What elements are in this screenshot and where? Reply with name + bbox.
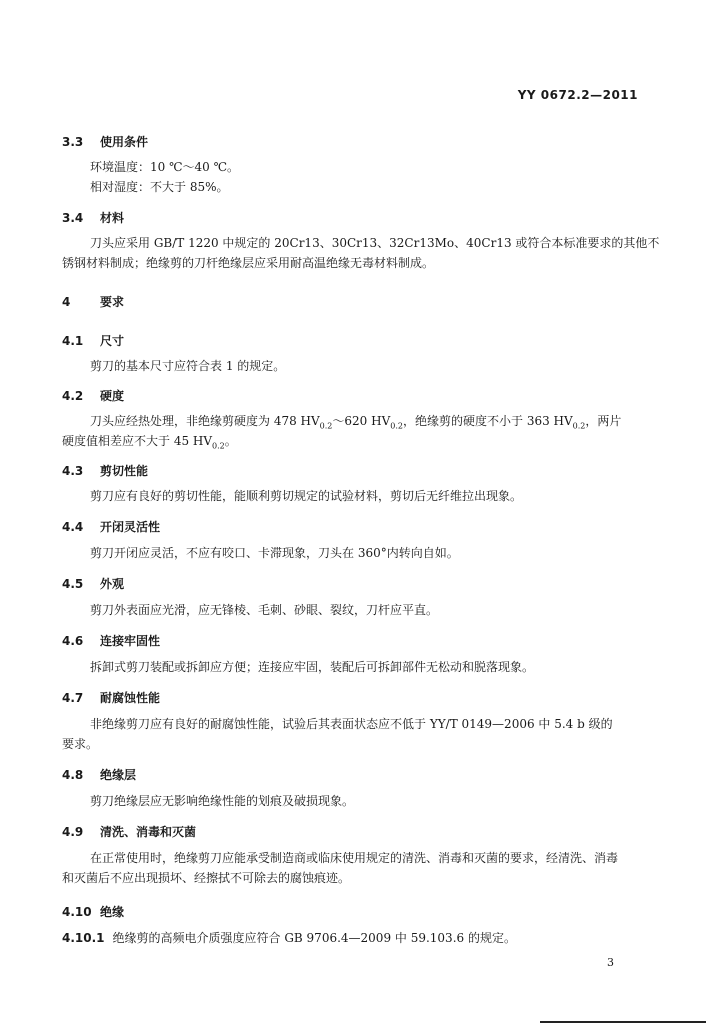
section-number: 4.5: [62, 577, 84, 591]
section-title: 耐腐蚀性能: [100, 691, 161, 705]
section-title: 剪切性能: [100, 464, 149, 478]
section-4-10-heading: [62, 903, 124, 920]
section-number: 4.3: [62, 464, 84, 478]
footer-rule: [540, 1021, 706, 1023]
hardness-text: 。: [224, 434, 237, 448]
hv-subscript: 0.2: [319, 421, 333, 431]
section-title: 尺寸: [100, 334, 125, 348]
section-4-5-heading: [62, 575, 124, 592]
section-title: 开闭灵活性: [100, 520, 161, 534]
section-number: 4.6: [62, 634, 84, 648]
hardness-text: ～620 HV: [332, 414, 391, 428]
page-number: 3: [607, 956, 614, 969]
hardness-text: 硬度值相差应不大于 45 HV: [62, 434, 213, 448]
insulation-layer-paragraph: 剪刀绝缘层应无影响绝缘性能的划痕及破损现象。: [90, 794, 355, 808]
section-title: 绝缘: [100, 905, 125, 919]
section-4-1-heading: [62, 332, 124, 349]
hv-subscript: 0.2: [390, 421, 403, 431]
hardness-text: ，绝缘剪的硬度不小于 363 HV: [403, 414, 573, 428]
section-4-3-heading: [62, 462, 148, 479]
standard-number: YY 0672.2—2011: [517, 88, 638, 102]
section-4-7-heading: [62, 689, 160, 706]
size-paragraph: 剪刀的基本尺寸应符合表 1 的规定。: [90, 359, 286, 373]
section-4-10-1: [62, 929, 516, 948]
sterilization-line-2: 和灭菌后不应出现损坏、经擦拭不可除去的腐蚀痕迹。: [62, 871, 351, 885]
section-4-6-heading: [62, 632, 160, 649]
sterilization-line-1: 在正常使用时，绝缘剪刀应能承受制造商或临床使用规定的清洗、消毒和灭菌的要求，经清洗、消毒: [90, 851, 619, 865]
section-title: 材料: [100, 211, 125, 225]
connection-paragraph: 拆卸式剪刀装配或拆卸应方便；连接应牢固，装配后可拆卸部件无松动和脱落现象。: [90, 660, 535, 674]
section-number: 4.10: [62, 905, 92, 919]
section-title: 外观: [100, 577, 125, 591]
section-number: 4.8: [62, 768, 84, 782]
env-temperature: 环境温度：10 ℃～40 ℃。: [90, 160, 240, 174]
section-title: 清洗、消毒和灭菌: [100, 825, 197, 839]
section-title: 使用条件: [100, 135, 149, 149]
corrosion-line-2: 要求。: [62, 737, 99, 751]
section-3-3-heading: [62, 133, 148, 150]
insulation-paragraph: 绝缘剪的高频电介质强度应符合 GB 9706.4—2009 中 59.103.6 的规定。: [112, 931, 516, 945]
section-number: 4.9: [62, 825, 84, 839]
section-number: 4.10.1: [62, 931, 105, 945]
section-4-8-heading: [62, 766, 136, 783]
appearance-paragraph: 剪刀外表面应光滑，应无锋棱、毛刺、砂眼、裂纹，刀杆应平直。: [90, 603, 439, 617]
section-number: 4.2: [62, 389, 84, 403]
hardness-text: 刀头应经热处理，非绝缘剪硬度为 478 HV: [90, 414, 320, 428]
hv-subscript: 0.2: [212, 441, 225, 451]
section-4-4-heading: [62, 518, 160, 535]
hardness-line-2: [62, 432, 237, 455]
section-title: 硬度: [100, 389, 125, 403]
section-number: 4.7: [62, 691, 84, 705]
section-number: 4.1: [62, 334, 84, 348]
hardness-text: ，两片: [585, 414, 622, 428]
section-4-2-heading: [62, 387, 124, 404]
material-line-1: 刀头应采用 GB/T 1220 中规定的 20Cr13、30Cr13、32Cr13Mo、40Cr13 或符合本标准要求的其他不: [90, 236, 660, 250]
section-title: 连接牢固性: [100, 634, 161, 648]
section-title: 绝缘层: [100, 768, 137, 782]
material-line-2: 锈钢材料制成；绝缘剪的刀杆绝缘层应采用耐高温绝缘无毒材料制成。: [62, 256, 435, 270]
section-number: 3.3: [62, 135, 84, 149]
section-4-9-heading: [62, 823, 196, 840]
section-title: 要求: [100, 295, 125, 309]
section-number: 3.4: [62, 211, 84, 225]
section-number: 4.4: [62, 520, 84, 534]
section-3-4-heading: [62, 209, 124, 226]
corrosion-line-1: 非绝缘剪刀应有良好的耐腐蚀性能，试验后其表面状态应不低于 YY/T 0149—2006 中 5.4 b 级的: [90, 717, 613, 731]
flexibility-paragraph: 剪刀开闭应灵活，不应有咬口、卡滞现象，刀头在 360°内转向自如。: [90, 546, 459, 560]
section-number: 4: [62, 295, 71, 309]
hv-subscript: 0.2: [572, 421, 586, 431]
section-4-heading: [62, 293, 124, 310]
cutting-paragraph: 剪刀应有良好的剪切性能，能顺利剪切规定的试验材料，剪切后无纤维拉出现象。: [90, 489, 523, 503]
relative-humidity: 相对湿度：不大于 85%。: [90, 180, 229, 194]
